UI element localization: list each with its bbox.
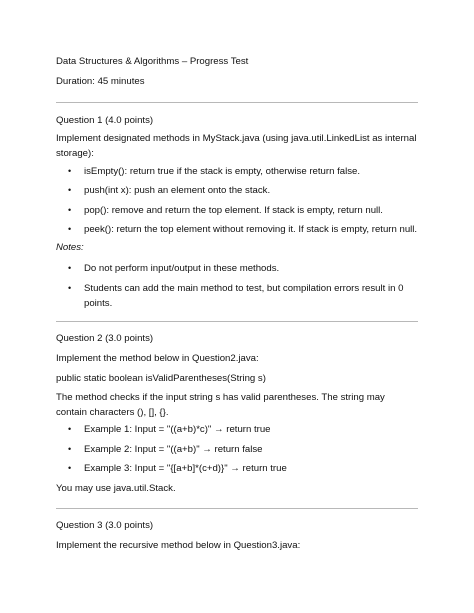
list-item — [68, 203, 418, 218]
list-item-text: push(int x): push an element onto the stack. — [84, 185, 271, 196]
doc-title: Data Structures & Algorithms – Progress Test — [56, 56, 249, 67]
list-item — [68, 164, 418, 179]
list-item-text: isEmpty(): return true if the stack is empty, otherwise return false. — [84, 166, 361, 177]
section-divider — [56, 508, 418, 509]
q1-intro: Implement designated methods in MyStack.java (using java.util.LinkedList as internal storage): — [56, 133, 417, 159]
list-item-text: peek(): return the top element without removing it. If stack is empty, return null. — [84, 224, 418, 235]
q2-heading: Question 2 (3.0 points) — [56, 333, 154, 344]
list-item — [68, 442, 418, 457]
bullet-icon: • — [68, 444, 72, 454]
list-item — [68, 281, 418, 311]
bullet-icon: • — [68, 166, 72, 176]
list-item-text: Students can add the main method to test, but compilation errors result in 0 points. — [84, 283, 404, 309]
bullet-icon: • — [68, 205, 72, 215]
section-divider — [56, 321, 418, 322]
list-item-text: Do not perform input/output in these methods. — [84, 263, 280, 274]
notes-label: Notes: — [56, 242, 84, 253]
q1-heading: Question 1 (4.0 points) — [56, 115, 154, 126]
q2-intro: Implement the method below in Question2.java: — [56, 353, 259, 364]
list-item — [68, 183, 418, 198]
section-divider — [56, 102, 418, 103]
list-item-text: Example 2: Input = "((a+b)" → return false — [84, 444, 263, 455]
bullet-icon: • — [68, 224, 72, 234]
list-item — [68, 422, 418, 437]
q2-signature: public static boolean isValidParentheses(String s) — [56, 373, 266, 384]
bullet-icon: • — [68, 283, 72, 293]
q3-heading: Question 3 (3.0 points) — [56, 520, 154, 531]
list-item — [68, 461, 418, 476]
duration-text: Duration: 45 minutes — [56, 76, 145, 87]
list-item-text: pop(): remove and return the top element. If stack is empty, return null. — [84, 205, 383, 216]
list-item — [68, 222, 418, 237]
bullet-icon: • — [68, 185, 72, 195]
list-item-text: Example 3: Input = "{[a+b]*(c+d)}" → return true — [84, 463, 287, 474]
bullet-icon: • — [68, 463, 72, 473]
list-item — [68, 261, 418, 276]
q3-intro: Implement the recursive method below in Question3.java: — [56, 540, 301, 551]
bullet-icon: • — [68, 424, 72, 434]
bullet-icon: • — [68, 263, 72, 273]
list-item-text: Example 1: Input = "((a+b)*c)" → return true — [84, 424, 271, 435]
q2-description: The method checks if the input string s has valid parentheses. The string may contain characters (), [], {}. — [56, 392, 385, 418]
q2-footer: You may use java.util.Stack. — [56, 483, 176, 494]
